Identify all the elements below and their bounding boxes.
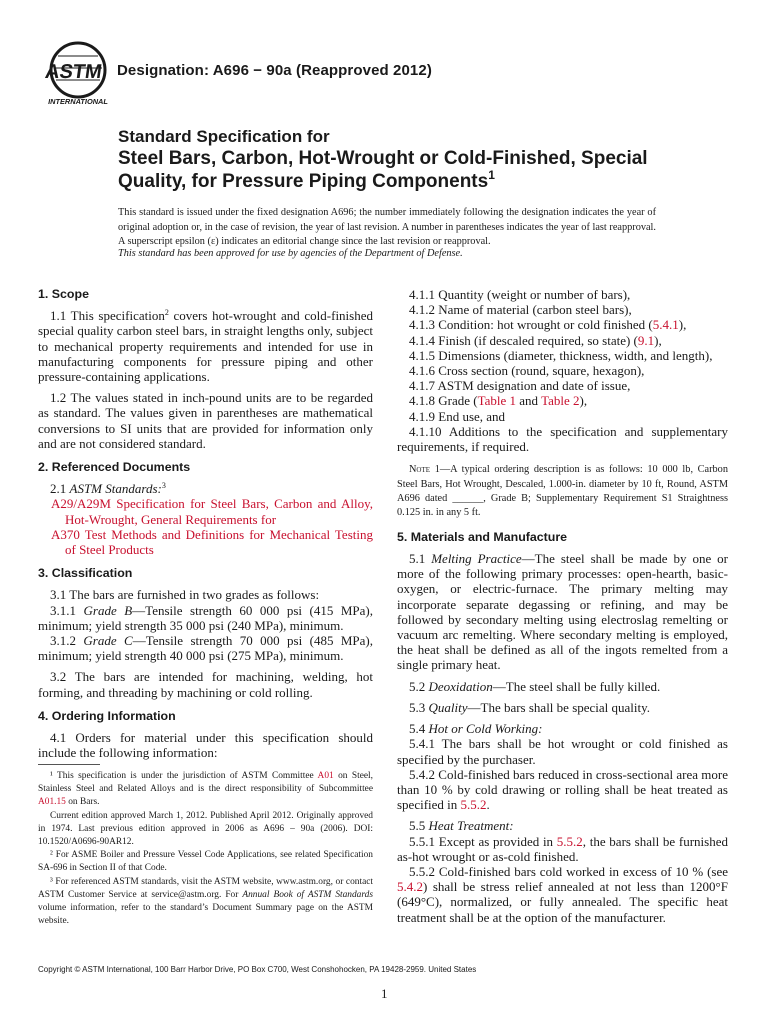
section-heading-classification: 3. Classification (38, 566, 133, 581)
right-column (397, 287, 728, 925)
para-1-1 (38, 308, 373, 384)
para-text: 5.4.2 Cold-finished bars reduced in cross-sectional area more than 10 % by cold drawing or rolling shall be heat treated as specified in (397, 766, 728, 813)
para-5-5-2 (397, 864, 728, 925)
para-text: ) shall be stress relief annealed at not less than 1200°F (649°C), normalized, or fully annealed. The specific heat treatment shall be at the option of the manufacturer. (397, 879, 728, 925)
list-item: 4.1.10 Additions to the specification and supplementary requirements, if required. (397, 423, 728, 455)
para-text: —Tensile strength 70 000 psi (485 MPa), minimum; yield strength 40 000 psi (275 MPa), minimum. (38, 633, 373, 664)
para-text-italic: Hot or Cold Working: (428, 721, 543, 737)
list-text: 4.1.4 Finish (if descaled required, so state) ( (409, 332, 638, 348)
section-heading-referenced-documents: 2. Referenced Documents (38, 460, 191, 475)
list-item (397, 393, 728, 408)
committee-link[interactable]: A01 (317, 771, 334, 781)
para-3-1-2 (38, 633, 373, 663)
list-item: 4.1.6 Cross section (round, square, hexagon), (409, 363, 645, 379)
section-heading-materials: 5. Materials and Manufacture (397, 529, 568, 544)
para-text: 1.1 This specification (50, 308, 165, 324)
section-link[interactable]: 5.5.2 (556, 833, 583, 849)
reference-item (38, 496, 373, 526)
title-line1: Standard Specification for (118, 127, 330, 146)
list-text: ), (654, 332, 662, 348)
list-text: 4.1.3 Condition: hot wrought or cold finished ( (409, 317, 653, 333)
section-heading-ordering-information: 4. Ordering Information (38, 708, 176, 723)
section-link[interactable]: 5.4.1 (652, 317, 679, 333)
title-block (118, 126, 678, 193)
footnote-text: volume information, refer to the standard’s Document Summary page on the ASTM website. (38, 903, 373, 927)
footnote-text: on Bars. (65, 797, 100, 808)
para-text: 5.2 (409, 678, 429, 694)
para-text: 3.1.1 (50, 602, 84, 618)
para-3-1-1 (38, 603, 373, 633)
para-text: 5.3 (409, 699, 429, 715)
section-link[interactable]: 9.1 (637, 332, 655, 348)
designation: Designation: A696 − 90a (Reapproved 2012) (117, 62, 432, 79)
footnote-text: ³ For referenced ASTM standards, visit the ASTM website, www.astm.org, or contact ASTM Customer Service at service@astm.org. For (38, 876, 373, 900)
para-text-italic: Heat Treatment: (428, 818, 514, 834)
para-text: 5.5.1 Except as provided in (409, 833, 557, 849)
footnote-text: ¹ This specification is under the jurisdiction of ASTM Committee (50, 771, 318, 781)
para-text: 5.4 (409, 721, 429, 737)
footnote-ref[interactable]: 2 (164, 308, 169, 318)
left-column (38, 287, 373, 760)
para-text: —Tensile strength 60 000 psi (415 MPa), minimum; yield strength 35 000 psi (240 MPa), minimum. (38, 602, 373, 633)
para-text-italic: Deoxidation (428, 678, 493, 694)
para-text-italic: Grade C (83, 633, 133, 649)
para-5-3 (397, 700, 728, 715)
para-text: covers hot-wrought and cold-finished special quality carbon steel bars, in straight lengths only, subject to mechanical property requirements and intended for use in manufacturing components for pressure piping and other pressure-containing applications. (38, 308, 373, 385)
para-text-italic: Grade B (83, 602, 133, 618)
para-3-2: 3.2 The bars are intended for machining, welding, hot forming, and threading by machining or cold rolling. (38, 669, 373, 700)
table-link[interactable]: Table 1 (477, 393, 517, 409)
table-link[interactable]: Table 2 (541, 393, 580, 409)
para-text: —The steel shall be fully killed. (492, 678, 661, 694)
para-text: , the bars shall be furnished as-hot wrought or as-cold finished. (397, 833, 728, 864)
para-4-1: 4.1 Orders for material under this specification should include the following information: (38, 730, 373, 761)
list-item: 4.1.5 Dimensions (diameter, thickness, width, and length), (409, 347, 713, 363)
note-1 (397, 463, 728, 521)
logo-wordmark: ASTM (44, 61, 104, 83)
reference-title-link[interactable]: Test Methods and Definitions for Mechanical Testing of Steel Products (65, 526, 373, 558)
title-text: Steel Bars, Carbon, Hot-Wrought or Cold-Finished, Special Quality, for Pressure Piping Components (118, 148, 648, 192)
page-title (118, 147, 678, 193)
para-5-1 (397, 551, 728, 673)
para-text-italic: Quality (428, 699, 468, 715)
preamble-dod: This standard has been approved for use by agencies of the Department of Defense. (118, 248, 463, 259)
page-number: 1 (381, 986, 388, 1001)
reference-item (38, 527, 373, 557)
ordering-list (397, 287, 728, 454)
footnote-2: ² For ASME Boiler and Pressure Vessel Code Applications, see related Specification SA-696 in Section II of that Code. (38, 850, 373, 874)
para-text: 3.1.2 (50, 633, 84, 649)
section-heading-scope: 1. Scope (38, 287, 89, 301)
footnote-1 (38, 770, 373, 810)
para-text: 5.5 (409, 818, 429, 834)
para-5-4-2 (397, 767, 728, 813)
para-text: 5.5.2 Cold-finished bars cold worked in excess of 10 % (see (409, 863, 728, 879)
para-text: —The bars shall be special quality. (467, 699, 651, 715)
section-link[interactable]: 5.5.2 (460, 797, 487, 813)
footnote-text: on Steel, Stainless Steel and Related Alloys and is the direct responsibility of Subcommittee (38, 771, 373, 795)
logo-subtext: INTERNATIONAL (48, 97, 108, 106)
reference-link[interactable]: A29/A29M (51, 496, 111, 512)
note-text: —A typical ordering description is as follows: 10 000 lb, Carbon Steel Bars, Hot Wrought, Descaled, 1.000-in. diameter by 10 ft, Round, ASTM A696 dated ______, Grade B; Supplementary Requirement S1 Straightness 0.125 in. in any 5 ft. (397, 464, 728, 519)
subcommittee-link[interactable]: A01.15 (38, 797, 66, 808)
list-item: 4.1.7 ASTM designation and date of issue, (409, 378, 631, 394)
astm-logo (44, 40, 112, 108)
list-item (397, 333, 728, 348)
reference-link[interactable]: A370 (51, 526, 80, 542)
list-text: and (516, 393, 542, 409)
list-text: ), (678, 317, 687, 333)
section-link[interactable]: 5.4.2 (397, 879, 423, 895)
list-item: 4.1.1 Quantity (weight or number of bars), (409, 287, 631, 302)
para-2-1 (38, 481, 373, 496)
para-text-italic: ASTM Standards: (69, 481, 162, 497)
footnotes (38, 770, 373, 928)
para-5-4 (397, 721, 728, 736)
footnote-3 (38, 876, 373, 929)
para-5-5 (397, 818, 728, 833)
para-1-2: 1.2 The values stated in inch-pound units are to be regarded as standard. The values given in parentheses are mathematical conversions to SI units that are provided for information only and are not considered standard. (38, 390, 373, 451)
reference-title-link[interactable]: Specification for Steel Bars, Carbon and Alloy, Hot-Wrought, General Requirements for (65, 496, 373, 527)
list-text: ), (579, 393, 588, 409)
footnote-text-italic: Annual Book of ASTM Standards (242, 889, 373, 900)
title-footnote-mark[interactable]: 1 (488, 168, 495, 182)
footnote-divider (38, 764, 100, 765)
note-label: Note 1 (409, 464, 440, 476)
footnote-edition: Current edition approved March 1, 2012. Published April 2012. Originally approved in 1974. Last previous edition approved in 2006 as A696 – 90a (2006). DOI: 10.1520/A0696-90AR12. (38, 810, 373, 848)
para-text: —The steel shall be made by one or more of the following primary processes: open-hearth, basic-oxygen, or electric-furnace. The primary melting may incorporate separate degassing or refining, and may be followed by secondary melting using electroslag remelting or vacuum arc remelting. Where secondary melting is employed, the heat shall be defined as all of the ingots remelted from a single primary heat. (397, 551, 729, 673)
para-text: 2.1 (50, 481, 70, 497)
list-item: 4.1.9 End use, and (409, 408, 506, 424)
preamble: This standard is issued under the fixed designation A696; the number immediately following the designation indicates the year of original adoption or, in the case of revision, the year of last revision. A number in parentheses indicates the year of last reapproval. A superscript epsilon (ε) indicates an editorial change since the last revision or reapproval. (118, 207, 656, 248)
list-item: 4.1.2 Name of material (carbon steel bars), (409, 302, 632, 318)
para-text: 5.1 (409, 551, 432, 567)
footnote-ref[interactable]: 3 (161, 481, 166, 491)
para-5-4-1: 5.4.1 The bars shall be hot wrought or cold finished as specified by the purchaser. (397, 736, 728, 767)
para-text: . (486, 797, 490, 813)
list-text: 4.1.8 Grade ( (409, 393, 478, 409)
list-item (397, 317, 728, 332)
para-5-5-1 (397, 834, 728, 864)
copyright: Copyright © ASTM International, 100 Barr Harbor Drive, PO Box C700, West Conshohocken, PA 19428-2959. United States (38, 965, 477, 974)
para-3-1: 3.1 The bars are furnished in two grades as follows: (50, 587, 320, 603)
para-text-italic: Melting Practice (431, 551, 522, 567)
para-5-2 (397, 679, 728, 694)
